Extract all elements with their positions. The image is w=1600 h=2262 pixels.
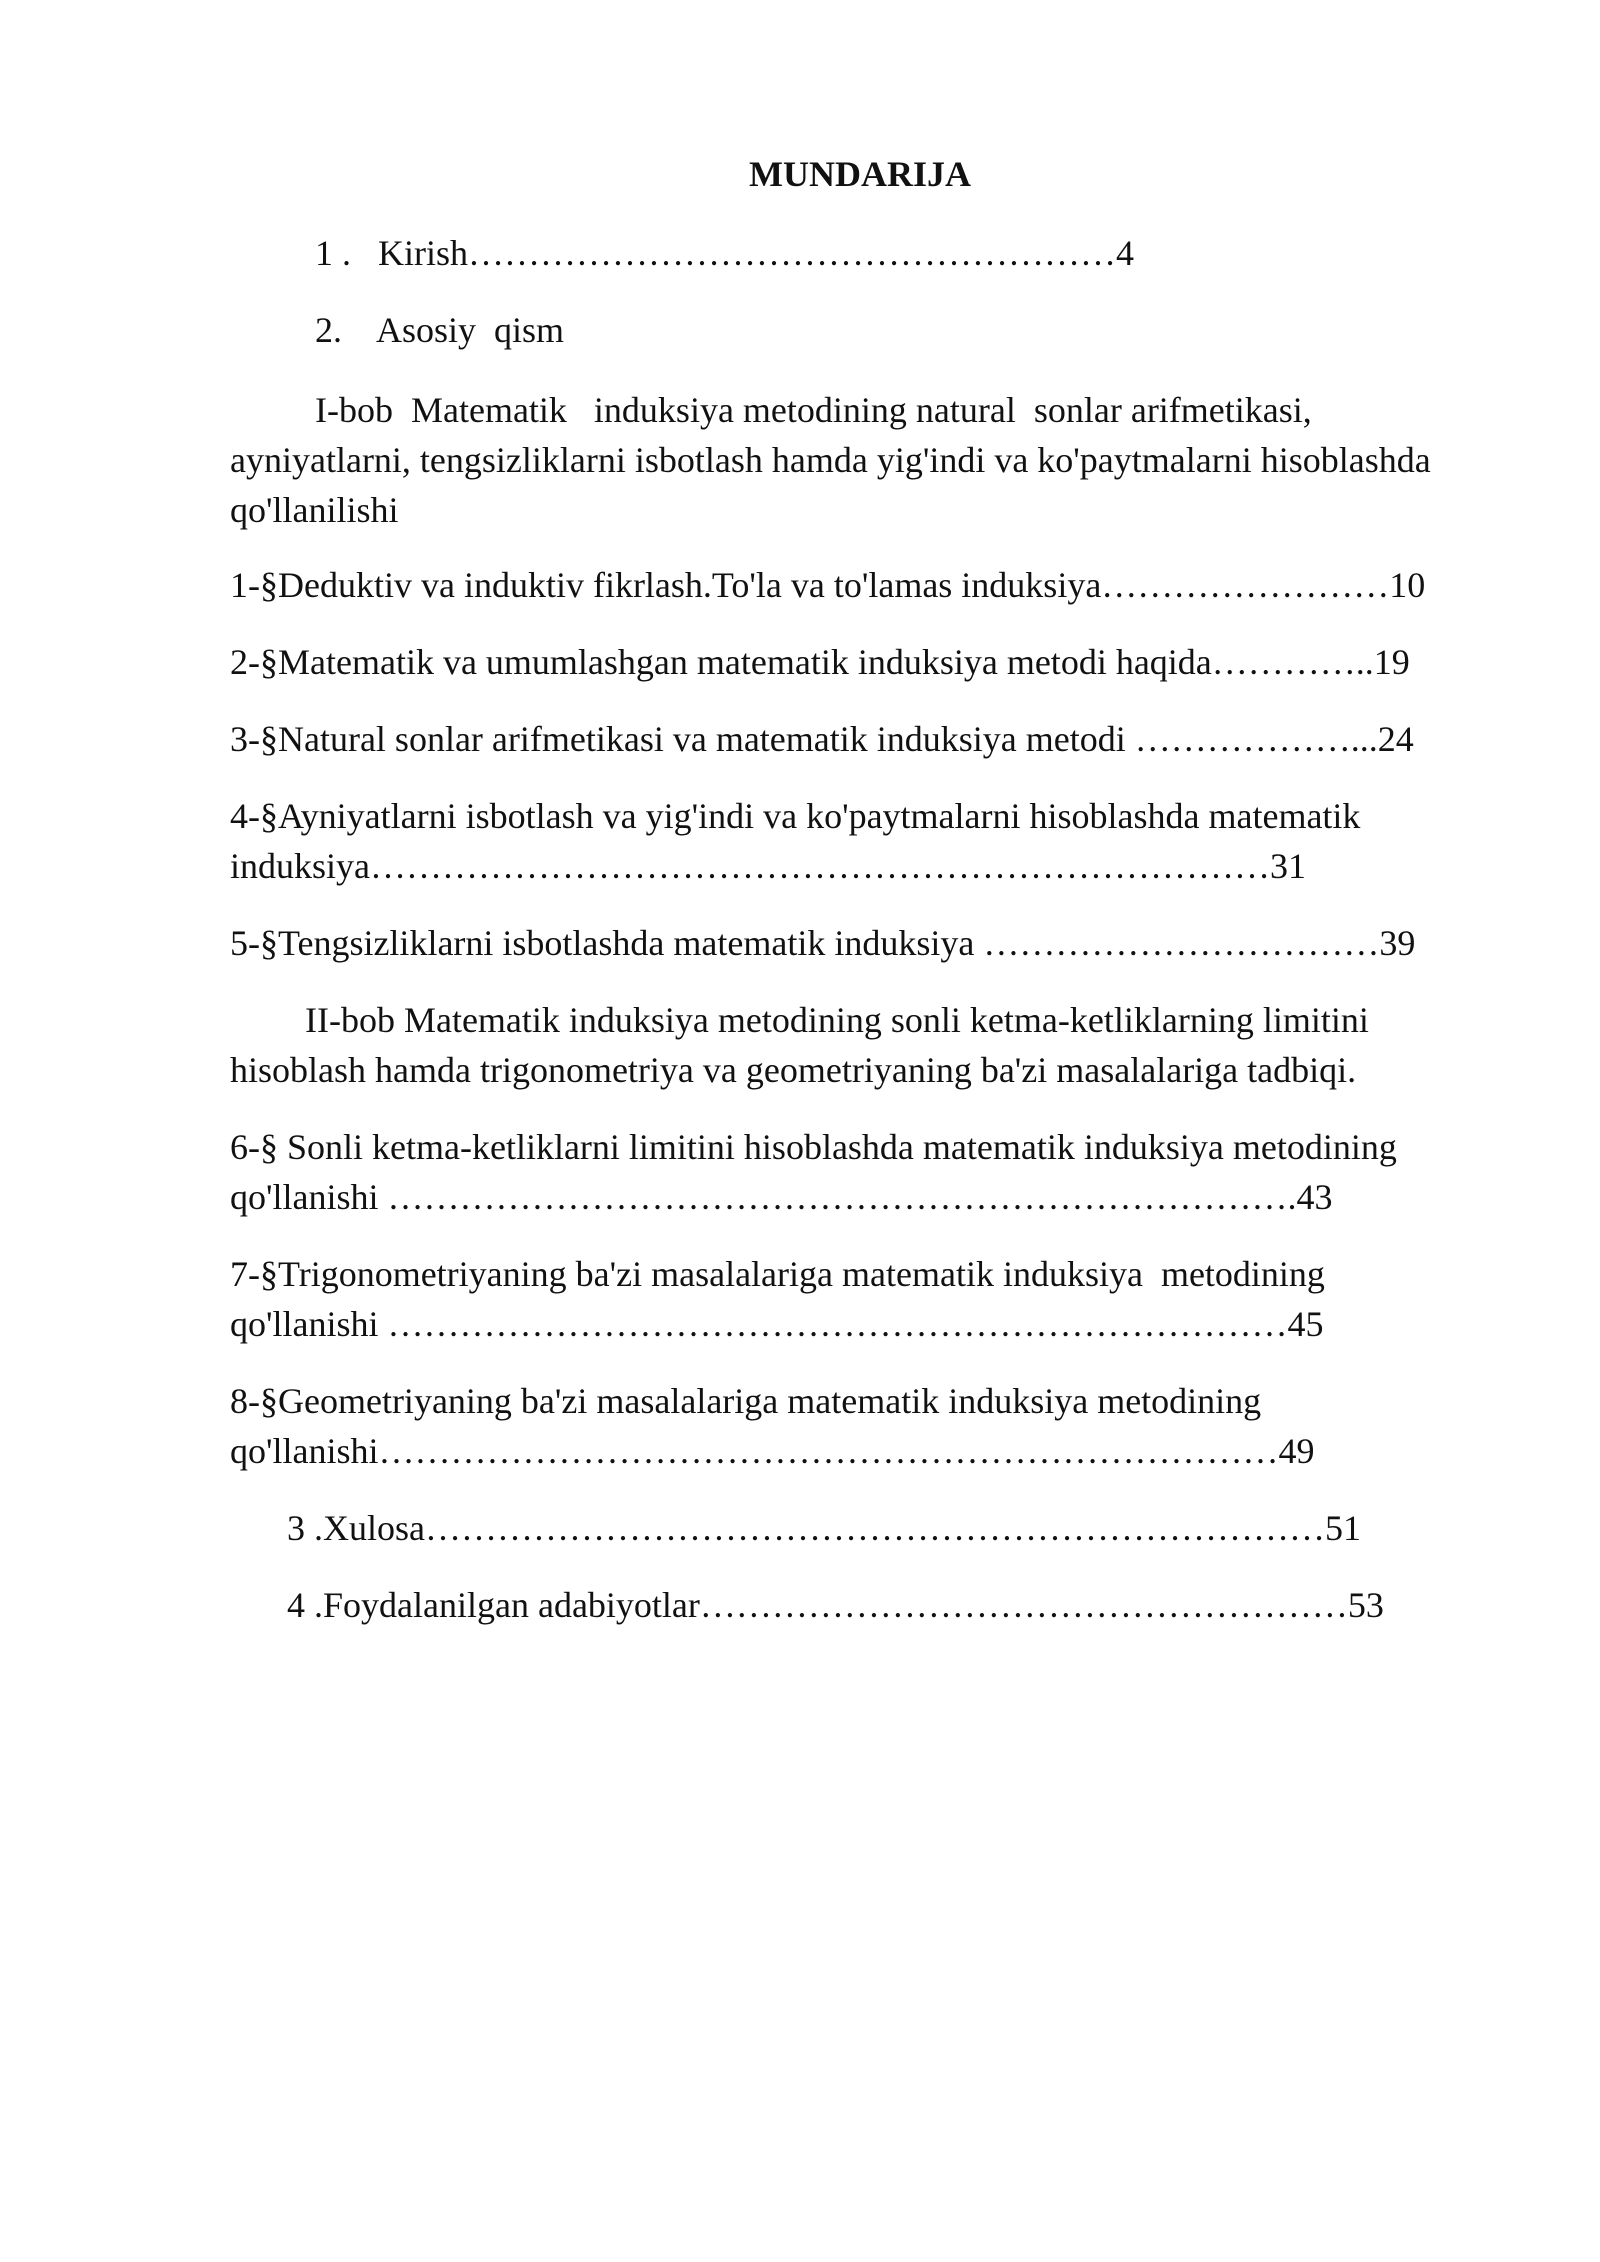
toc-entry-section-8-line-1: 8-§Geometriyaning ba'zi masalalariga matematik induksiya metodining (230, 1381, 1262, 1421)
toc-entry-section-3: 3-§Natural sonlar arifmetikasi va matematik induksiya metodi ………………...24 (230, 719, 1414, 759)
toc-entry-section-2: 2-§Matematik va umumlashgan matematik induksiya metodi haqida…………..19 (230, 642, 1410, 682)
toc-chapter-1-line-1: I-bob Matematik induksiya metodining natural sonlar arifmetikasi, (315, 390, 1312, 430)
toc-chapter-1-line-3: qo'llanilishi (230, 490, 399, 530)
toc-entry-section-1: 1-§Deduktiv va induktiv fikrlash.To'la va to'lamas induksiya……………………10 (230, 565, 1426, 605)
toc-entry-main-part: 2. Asosiy qism (315, 310, 565, 350)
toc-entry-section-7-line-2: qo'llanishi …………………………………………………………………45 (230, 1304, 1324, 1344)
toc-entry-references: 4 .Foydalanilgan adabiyotlar………………………………………………53 (287, 1585, 1384, 1625)
toc-chapter-1-line-2: ayniyatlarni, tengsizliklarni isbotlash hamda yig'indi va ko'paytmalarni hisoblashda (230, 440, 1431, 480)
toc-entry-introduction: 1 . Kirish………………………………………………4 (315, 233, 1134, 273)
toc-entry-section-6-line-2: qo'llanishi ………………………………………………………………….43 (230, 1177, 1333, 1217)
toc-chapter-2-line-2: hisoblash hamda trigonometriya va geometriyaning ba'zi masalalariga tadbiqi. (230, 1050, 1357, 1090)
toc-entry-section-7-line-1: 7-§Trigonometriyaning ba'zi masalalariga matematik induksiya metodining (230, 1254, 1325, 1294)
toc-entry-section-6-line-1: 6-§ Sonli ketma-ketliklarni limitini hisoblashda matematik induksiya metodining (230, 1127, 1397, 1167)
toc-chapter-2-line-1: II-bob Matematik induksiya metodining sonli ketma-ketliklarning limitini (305, 1000, 1369, 1040)
toc-entry-conclusion: 3 .Xulosa…………………………………………………………………51 (287, 1508, 1361, 1548)
toc-entry-section-8-line-2: qo'llanishi…………………………………………………………………49 (230, 1431, 1315, 1471)
toc-entry-section-4-line-1: 4-§Ayniyatlarni isbotlash va yig'indi va ko'paytmalarni hisoblashda matematik (230, 796, 1361, 836)
toc-entry-section-4-line-2: induksiya…………………………………………………………………31 (230, 846, 1306, 886)
toc-entry-section-5: 5-§Tengsizliklarni isbotlashda matematik induksiya ……………………………39 (230, 923, 1416, 963)
page-title: MUNDARIJA (749, 154, 971, 194)
